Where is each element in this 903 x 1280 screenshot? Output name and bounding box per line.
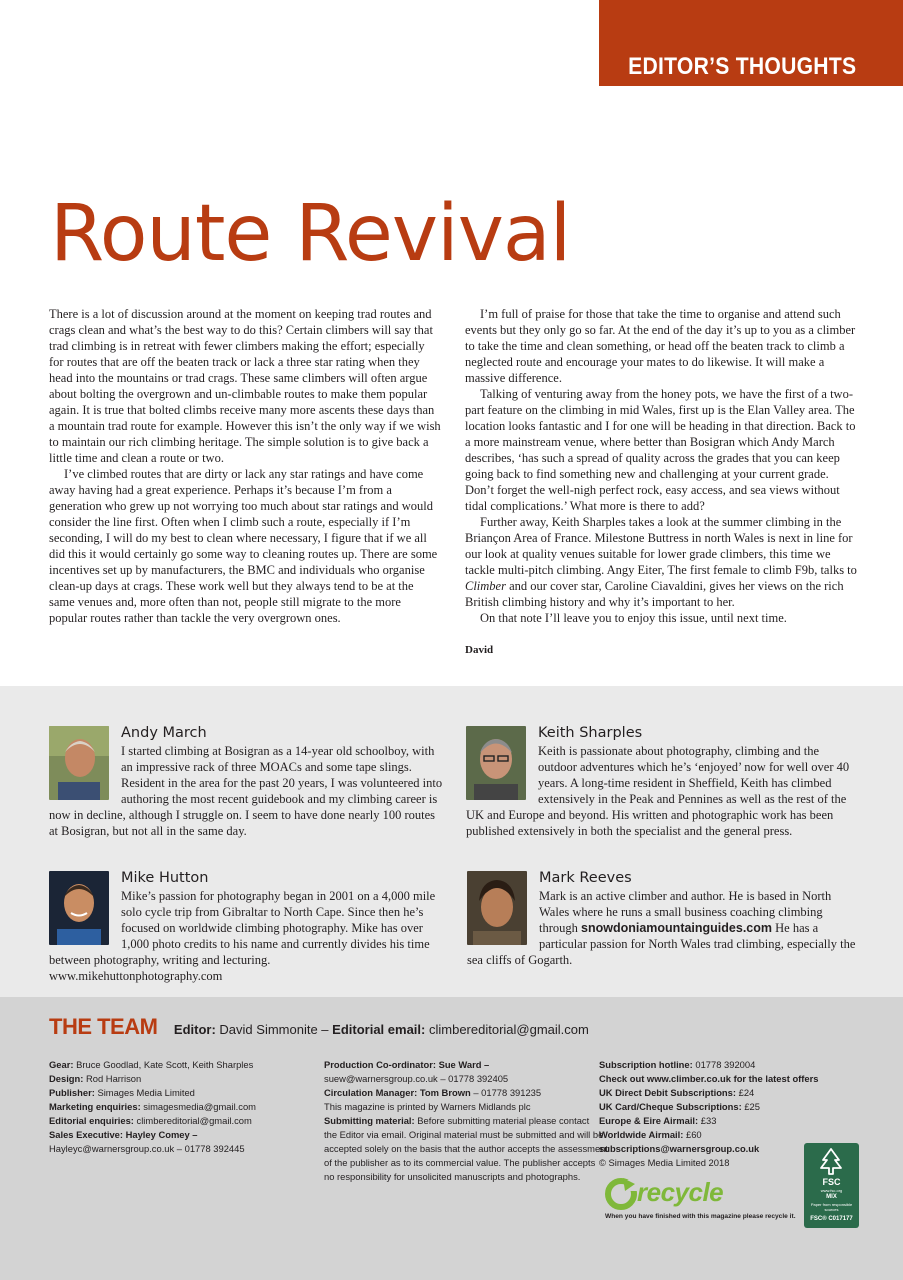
mike-hutton-photo <box>49 871 109 945</box>
editor-credit <box>174 1022 589 1037</box>
credit-label: Editorial enquiries: <box>49 1115 134 1126</box>
contributor-bio-text: He has a particular passion for North Wales trad climbing, especially the sea cliffs of Gogarth. <box>467 921 856 967</box>
team-column-production <box>324 1058 608 1184</box>
credit-value: £33 <box>700 1115 717 1126</box>
credit-label: Publisher: <box>49 1087 95 1098</box>
contributor-website-link[interactable]: snowdoniamountainguides.com <box>581 921 772 935</box>
editor-signature: David <box>465 644 494 656</box>
credit-line <box>599 1086 819 1100</box>
credit-line <box>324 1072 608 1086</box>
credit-value: Rod Harrison <box>86 1073 142 1084</box>
team-header <box>49 1014 589 1040</box>
credit-label: Gear: <box>49 1059 74 1070</box>
credit-value: – 01778 391235 <box>473 1087 542 1098</box>
credit-line <box>324 1086 608 1100</box>
credit-value: © Simages Media Limited 2018 <box>599 1157 730 1168</box>
article-column-right <box>465 306 857 658</box>
fsc-site: www.fsc.org <box>820 1188 843 1193</box>
credit-value: £24 <box>738 1087 755 1098</box>
credit-value: no responsibility for unsolicited manuscripts and photographs. <box>324 1171 581 1182</box>
fsc-label: FSC <box>822 1177 841 1187</box>
credit-value: Before submitting material please contact <box>417 1115 590 1126</box>
credit-line <box>49 1058 256 1072</box>
contributor-bio: Keith is passionate about photography, climbing and the outdoor adventures which he’s ‘enjoyed’ now for well over 40 years. A long-time resident in Sheffield, Keith has climbed extensively in the Peak and Pennines as well as the rest of the UK and Europe and beyond. His written and photographic work has been published extensively in both the specialist and the general press. <box>466 744 850 838</box>
editor-label: Editor: <box>173 1022 216 1037</box>
email-label: Editorial email: <box>332 1022 426 1037</box>
contributor-bio: I started climbing at Bosigran as a 14-year old schoolboy, with an impressive rack of three MOACs and some tape slings. Resident in the area for the past 20 years, I was volunteered into authoring the most recent guidebook and my climbing career is now in decline, although I struggle on. I seem to have done nearly 100 routes at Bosigran, but not all in the same day. <box>49 744 443 838</box>
credit-label: Worldwide Airmail: <box>599 1129 684 1140</box>
credit-value: the Editor via email. Original material must be submitted and will be <box>324 1129 604 1140</box>
paragraph: I’ve climbed routes that are dirty or lack any star ratings and have come away having had a great experience. Perhaps it’s because I’m from a generation who grew up not worrying too much about star ratings and would consider the line first. Often when I climb such a route, especially if I’m seconding, I will do my best to clean where necessary, I figure that if we all did this it would certainly go some way to cleaning routes up. There are some incentives set up by manufacturers, the BMC and individuals who organise clean-up days at crags. These work well but they always tend to be at the same venues and, more often than not, people still migrate to the more popular routes rather than tackle the very overgrown ones. <box>49 467 438 625</box>
credit-line <box>599 1100 819 1114</box>
paragraph: I’m full of praise for those that take the time to organise and attend such events but they only go so far. At the end of the day it’s up to you as a climber to take the time and clean something, or head off the beaten track to climb a neglected route and encourage your mates to do likewise. It will make a massive difference. <box>465 307 856 385</box>
paragraph: Talking of venturing away from the honey pots, we have the first of a two-part feature on the climbing in mid Wales, first up is the Elan Valley area. The location looks fantastic and I for one will be heading in that direction. Back to a more mainstream venue, where better than Bosigran which Andy March describes, ‘has such a spread of quality across the grades that you can keep going back to find something new and challenging at your current grade. Don’t forget the well-nigh perfect rock, easy access, and sea views without tidal complications.’ What more is there to add? <box>465 387 856 513</box>
contributors-panel <box>0 686 903 997</box>
recycle-note: When you have finished with this magazine please recycle it. <box>605 1213 796 1220</box>
paragraph: There is a lot of discussion around at the moment on keeping trad routes and crags clean and what’s the best way to do this? Certain climbers will say that trad climbing is in retreat with fewer climbers making the effort; especially for routes that are off the beaten track or lack a three star rating when they head into the mountains or trad crags. These same climbers will often argue about bolting the overgrown and un-climbable routes to make them popular again. It is true that bolted climbs receive many more ascents these days than a mountain trad route for example. However this isn’t the only way if we wish to maintain our rich climbing heritage. The simple solution is to give back a little time and clean a route or two. <box>49 307 441 465</box>
credit-value: Simages Media Limited <box>97 1087 195 1098</box>
credit-line <box>324 1142 608 1156</box>
credit-label: Circulation Manager: Tom Brown <box>324 1087 471 1098</box>
credit-value: This magazine is printed by Warners Midlands plc <box>324 1101 531 1112</box>
credit-label[interactable]: Check out www.climber.co.uk for the latest offers <box>599 1073 819 1084</box>
fsc-paper: Paper from responsible sources <box>810 1202 853 1212</box>
credit-line <box>324 1128 608 1142</box>
magazine-name: Climber <box>465 579 506 593</box>
credit-line <box>599 1072 819 1086</box>
contributor-bio: Mike’s passion for photography began in 2001 on a 4,000 mile solo cycle trip from Gibraltar to North Cape. Since then he’s focused on worldwide climbing photography. Mike has over 1,000 photo credits to his name and currently divides his time between photography, writing and lecturing. www.mikehuttonphotography.com <box>49 889 436 983</box>
credit-label: Marketing enquiries: <box>49 1101 141 1112</box>
team-column-subscriptions <box>599 1058 819 1170</box>
fsc-code: FSC® C017177 <box>810 1216 853 1222</box>
section-banner-label: EDITOR’S THOUGHTS <box>627 53 856 80</box>
credit-label: UK Direct Debit Subscriptions: <box>599 1087 736 1098</box>
team-column-staff <box>49 1058 256 1156</box>
credit-line <box>599 1114 819 1128</box>
credit-line <box>49 1100 256 1114</box>
credit-label[interactable]: subscriptions@warnersgroup.co.uk <box>599 1143 760 1154</box>
credit-label: UK Card/Cheque Subscriptions: <box>599 1101 742 1112</box>
credit-value: Bruce Goodlad, Kate Scott, Keith Sharples <box>76 1059 254 1070</box>
credit-value: 01778 392004 <box>695 1059 756 1070</box>
credit-line <box>49 1114 256 1128</box>
contributor-bio-text: Mark is an active climber and author. He is based in North Wales where he runs a small business coaching climbing through <box>539 889 832 935</box>
paragraph: On that note I’ll leave you to enjoy this issue, until next time. <box>480 611 787 625</box>
article-title: Route Revival <box>50 189 571 279</box>
credit-label: Sales Executive: Hayley Comey – <box>49 1129 198 1140</box>
credit-line <box>49 1128 256 1142</box>
credit-line <box>324 1100 608 1114</box>
section-banner <box>599 0 903 86</box>
editor-value: David Simmonite – <box>219 1022 329 1037</box>
credit-line <box>599 1156 819 1170</box>
recycle-logo <box>603 1173 796 1228</box>
paragraph-text: and our cover star, Caroline Ciavaldini, gives her views on the rich British climbing history and why it’s important to her. <box>465 579 844 609</box>
keith-sharples-photo <box>466 726 526 800</box>
mark-reeves-photo <box>467 871 527 945</box>
credit-label: Europe & Eire Airmail: <box>599 1115 699 1126</box>
paragraph <box>465 514 857 610</box>
credit-label: Submitting material: <box>324 1115 415 1126</box>
credit-line <box>599 1142 819 1156</box>
credit-label: Production Co-ordinator: Sue Ward – <box>324 1059 490 1070</box>
fsc-tree-icon <box>816 1146 846 1176</box>
credit-line <box>49 1072 256 1086</box>
andy-march-photo <box>49 726 109 800</box>
team-panel <box>0 997 903 1280</box>
credit-label: Subscription hotline: <box>599 1059 693 1070</box>
paragraph-text: Further away, Keith Sharples takes a look at the summer climbing in the Briançon Area of France. Milestone Buttress in north Wales is next in line for our look at quality venues suitable for lower grade climbers, this time we tackle multi-pitch climbing. Angy Eiter, The first female to climb F9b, talks to <box>465 515 857 577</box>
credit-line <box>599 1128 819 1142</box>
recycle-wordmark: recycle <box>637 1177 724 1207</box>
contributor-keith-sharples <box>466 724 861 839</box>
credit-value: £60 <box>686 1129 702 1140</box>
credit-label: Design: <box>49 1073 84 1084</box>
credit-value[interactable]: Hayleyc@warnersgroup.co.uk – 01778 392445 <box>49 1143 245 1154</box>
credit-value[interactable]: suew@warnersgroup.co.uk – 01778 392405 <box>324 1073 509 1084</box>
credit-value: of the publisher as to its commercial value. The publisher accepts <box>324 1157 596 1168</box>
email-value[interactable]: climbereditorial@gmail.com <box>428 1022 589 1037</box>
contributor-mike-hutton <box>49 869 444 984</box>
credit-line <box>324 1156 608 1170</box>
contributor-andy-march <box>49 724 444 839</box>
team-title: THE TEAM <box>49 1014 158 1039</box>
contributor-name: Mike Hutton <box>121 870 209 886</box>
fsc-mix: MIX <box>826 1194 837 1200</box>
credit-value[interactable]: climbereditorial@gmail.com <box>136 1115 252 1126</box>
recycle-icon <box>603 1176 639 1212</box>
credit-line <box>49 1142 256 1156</box>
credit-line <box>324 1114 608 1128</box>
credit-value: accepted solely on the basis that the author accepts the assessment <box>324 1143 609 1154</box>
contributor-name: Andy March <box>121 725 207 741</box>
credit-line <box>324 1170 608 1184</box>
article-column-left <box>49 306 441 626</box>
credit-line <box>49 1086 256 1100</box>
credit-line <box>324 1058 608 1072</box>
credit-value: £25 <box>744 1101 760 1112</box>
fsc-logo <box>804 1143 859 1228</box>
contributor-name: Mark Reeves <box>539 870 632 886</box>
contributor-name: Keith Sharples <box>538 725 643 741</box>
contributor-mark-reeves <box>467 869 862 968</box>
credit-value[interactable]: simagesmedia@gmail.com <box>143 1101 256 1112</box>
credit-line <box>599 1058 819 1072</box>
